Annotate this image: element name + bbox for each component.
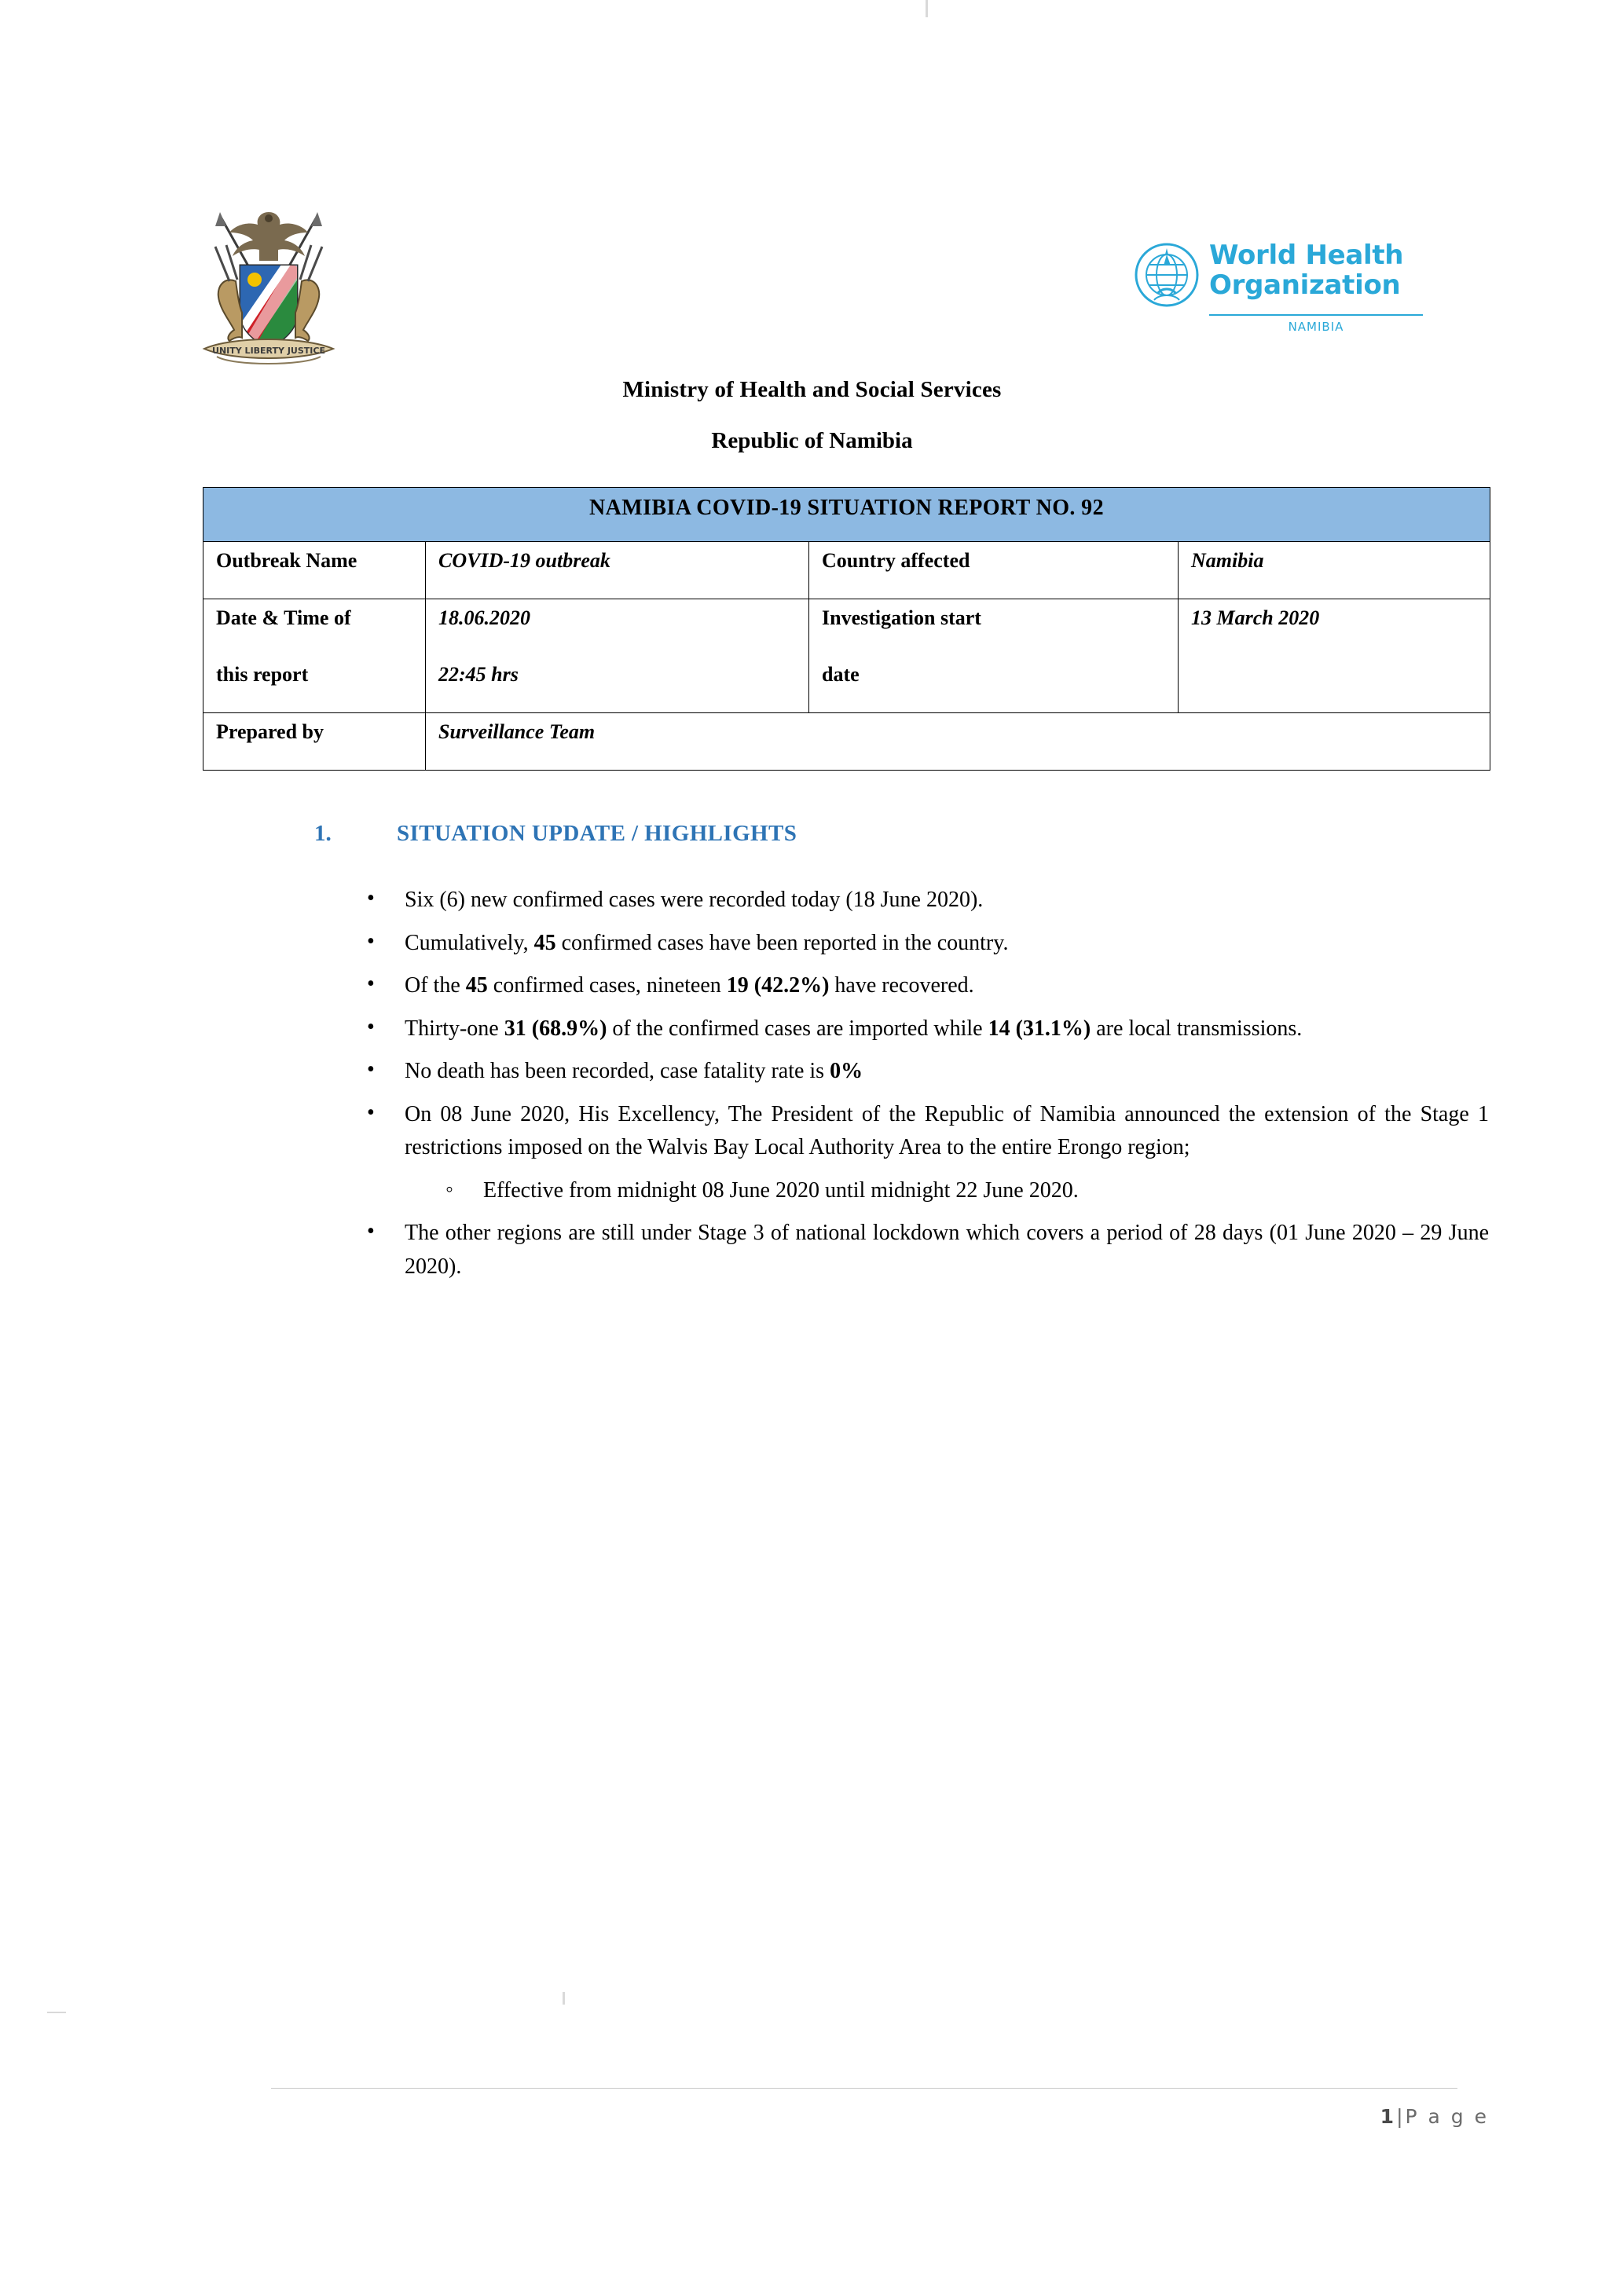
report-time-value: 22:45 hrs [426,656,809,713]
scan-artifact [926,0,928,17]
investigation-start-label-cont: date [809,656,1179,713]
investigation-start-value: 13 March 2020 [1179,599,1490,713]
who-logo [1134,236,1424,338]
list-item: • Thirty-one 31 (68.9%) of the confirmed cases are imported while 14 (31.1%) are local transmissions. [357,1013,1489,1046]
footer-divider [271,2088,1457,2089]
report-banner-title: NAMIBIA COVID-19 SITUATION REPORT NO. 92 [203,488,1490,542]
namibia-coat-of-arms-icon [185,195,352,375]
table-row [203,713,1490,771]
scan-artifact [563,1992,565,2005]
report-date-label-cont: this report [203,656,426,713]
who-country-label: NAMIBIA [1209,314,1423,334]
investigation-start-label: Investigation start [809,599,1179,657]
svg-text:UNITY LIBERTY JUSTICE: UNITY LIBERTY JUSTICE [212,346,325,356]
bullet-text: Six (6) new confirmed cases were recorded today (18 June 2020). [405,888,984,912]
report-info-table [203,487,1490,771]
outbreak-name-value: COVID-19 outbreak [426,542,809,599]
section-number: 1. [314,821,332,846]
report-date-value: 18.06.2020 [426,599,809,657]
list-item [357,884,1489,917]
scan-artifact [47,2012,66,2013]
bullet-text: On 08 June 2020, His Excellency, The President of the Republic of Namibia announced the extension of the Stage 1 restrictions imposed on the Walvis Bay Local Authority Area to the entire Erongo region; [405,1101,1489,1160]
country-affected-value: Namibia [1179,542,1490,599]
prepared-by-label: Prepared by [203,713,426,771]
table-row [203,542,1490,599]
page-word: P a g e [1405,2105,1489,2128]
who-line2: Organization [1209,269,1401,302]
list-item [357,1217,1489,1283]
outbreak-name-label: Outbreak Name [203,542,426,599]
list-item: • No death has been recorded, case fatality rate is 0% [357,1055,1489,1089]
list-item: • Cumulatively, 45 confirmed cases have been reported in the country. [357,927,1489,961]
list-item: • Of the 45 confirmed cases, nineteen 19 (42.2%) have recovered. [357,969,1489,1003]
bullet-text: The other regions are still under Stage 3 of national lockdown which covers a period of 28 days (01 June 2020 – 29 June 2020). [405,1221,1489,1279]
republic-title: Republic of Namibia [711,428,913,453]
who-emblem-icon [1134,242,1200,308]
report-date-label: Date & Time of [203,599,426,657]
section-title: SITUATION UPDATE / HIGHLIGHTS [397,821,797,846]
list-item [357,1098,1489,1165]
page-number-value: 1 [1380,2105,1397,2128]
ministry-title: Ministry of Health and Social Services [622,377,1002,402]
page-separator: | [1396,2105,1406,2128]
prepared-by-value: Surveillance Team [426,713,1490,771]
highlights-list [357,884,1489,1293]
country-affected-label: Country affected [809,542,1179,599]
who-wordmark [1209,240,1403,300]
table-banner-row [203,488,1490,542]
page-number [1380,2105,1489,2128]
sub-list-item [357,1174,1489,1208]
who-line1: World Health [1209,240,1404,271]
table-row [203,599,1490,657]
subbullet-text: Effective from midnight 08 June 2020 until midnight 22 June 2020. [483,1177,1079,1203]
